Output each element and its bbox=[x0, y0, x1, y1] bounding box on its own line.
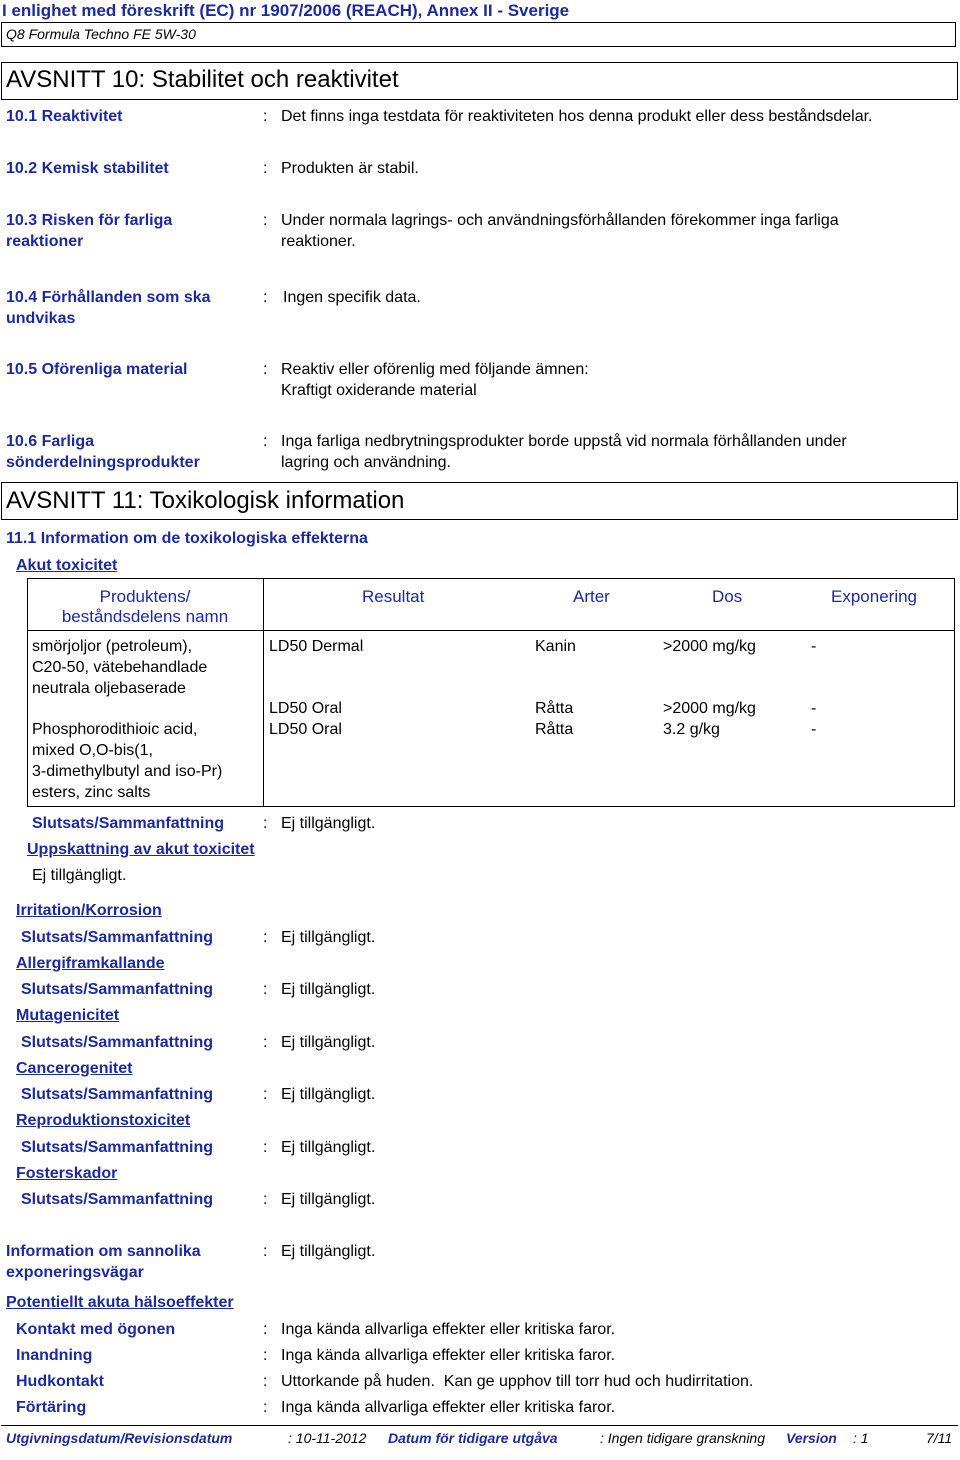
colon: : bbox=[263, 1399, 268, 1416]
version-label: Version bbox=[786, 1430, 837, 1446]
category-heading: Irritation/Korrosion bbox=[16, 902, 162, 919]
table-species: Kanin bbox=[535, 638, 576, 655]
table-dose: 3.2 g/kg bbox=[663, 721, 720, 738]
colon: : bbox=[263, 1321, 268, 1338]
table-product-line: 3-dimethylbutyl and iso-Pr) bbox=[32, 763, 223, 780]
effect-value: Inga kända allvarliga effekter eller kritiska faror. bbox=[281, 1399, 616, 1416]
table-result: LD50 Oral bbox=[269, 700, 342, 717]
category-heading: Cancerogenitet bbox=[16, 1060, 133, 1077]
version-value: : 1 bbox=[853, 1430, 869, 1446]
colon: : bbox=[263, 108, 268, 125]
colon: : bbox=[263, 1243, 268, 1260]
conclusion-label: Slutsats/Sammanfattning bbox=[21, 1034, 214, 1051]
table-dose: >2000 mg/kg bbox=[663, 700, 756, 717]
category-heading: Fosterskador bbox=[16, 1165, 118, 1182]
table-header-dose: Dos bbox=[712, 587, 743, 606]
conditions-to-avoid-label-2: undvikas bbox=[6, 310, 76, 327]
acute-toxicity-estimate-value: Ej tillgängligt. bbox=[32, 867, 127, 884]
conclusion-value: Ej tillgängligt. bbox=[281, 1191, 376, 1208]
decomposition-products-label-1: 10.6 Farliga bbox=[6, 433, 95, 450]
chemical-stability-label: 10.2 Kemisk stabilitet bbox=[6, 160, 169, 177]
table-product-line: esters, zinc salts bbox=[32, 784, 151, 801]
table-species: Råtta bbox=[535, 700, 574, 717]
table-exposure: - bbox=[811, 638, 817, 655]
table-result: LD50 Dermal bbox=[269, 638, 364, 655]
conclusion-label: Slutsats/Sammanfattning bbox=[21, 929, 214, 946]
colon: : bbox=[263, 1191, 268, 1208]
hazardous-reactions-value-1: Under normala lagrings- och användningsförhållanden förekommer inga farliga bbox=[281, 212, 839, 229]
reactivity-label: 10.1 Reaktivitet bbox=[6, 108, 123, 125]
table-product-line: mixed O,O-bis(1, bbox=[32, 742, 153, 759]
table-header-divider bbox=[27, 630, 955, 631]
category-heading: Mutagenicitet bbox=[16, 1007, 120, 1024]
conclusion-value: Ej tillgängligt. bbox=[281, 1086, 376, 1103]
decomposition-products-value-2: lagring och användning. bbox=[281, 454, 451, 471]
table-header-product-2: beståndsdelens namn bbox=[61, 607, 229, 626]
table-product-line: neutrala oljebaserade bbox=[32, 680, 186, 697]
colon: : bbox=[263, 981, 268, 998]
conclusion-label: Slutsats/Sammanfattning bbox=[21, 1086, 214, 1103]
table-header-exposure: Exponering bbox=[831, 587, 918, 606]
colon: : bbox=[263, 929, 268, 946]
conclusion-label: Slutsats/Sammanfattning bbox=[32, 815, 225, 832]
conclusion-label: Slutsats/Sammanfattning bbox=[21, 981, 214, 998]
acute-health-effects-heading: Potentiellt akuta hälsoeffekter bbox=[6, 1294, 234, 1311]
effect-value: Inga kända allvarliga effekter eller kritiska faror. bbox=[281, 1321, 616, 1338]
table-header-species: Arter bbox=[573, 587, 610, 606]
table-dose: >2000 mg/kg bbox=[663, 638, 756, 655]
conclusion-label: Slutsats/Sammanfattning bbox=[21, 1191, 214, 1208]
hazardous-reactions-label-2: reaktioner bbox=[6, 233, 84, 250]
colon: : bbox=[263, 212, 268, 229]
incompatible-materials-value-1: Reaktiv eller oförenlig med följande ämnen: bbox=[281, 361, 589, 378]
conclusion-value: Ej tillgängligt. bbox=[281, 1139, 376, 1156]
exposure-routes-label-2: exponeringsvägar bbox=[6, 1264, 144, 1281]
colon: : bbox=[263, 1086, 268, 1103]
conclusion-value: Ej tillgängligt. bbox=[281, 1034, 376, 1051]
table-product-line: C20-50, vätebehandlade bbox=[32, 659, 208, 676]
table-product-line: Phosphorodithioic acid, bbox=[32, 721, 198, 738]
conclusion-value: Ej tillgängligt. bbox=[281, 929, 376, 946]
section-11-title: AVSNITT 11: Toxikologisk information bbox=[6, 487, 405, 514]
issue-date-value: : 10-11-2012 bbox=[288, 1430, 367, 1446]
document-header-title: I enlighet med föreskrift (EC) nr 1907/2006 (REACH), Annex II - Sverige bbox=[2, 1, 570, 20]
colon: : bbox=[263, 815, 268, 832]
hazardous-reactions-value-2: reaktioner. bbox=[281, 233, 356, 250]
exposure-routes-value: Ej tillgängligt. bbox=[281, 1243, 376, 1260]
effect-label: Inandning bbox=[16, 1347, 93, 1364]
conclusion-value: Ej tillgängligt. bbox=[281, 981, 376, 998]
acute-toxicity-heading: Akut toxicitet bbox=[16, 557, 118, 574]
colon: : bbox=[263, 1139, 268, 1156]
reactivity-value: Det finns inga testdata för reaktiviteten hos denna produkt eller dess beståndsdelar. bbox=[281, 108, 873, 125]
conclusion-value: Ej tillgängligt. bbox=[281, 815, 376, 832]
table-column-divider bbox=[263, 578, 264, 807]
hazardous-reactions-label-1: 10.3 Risken för farliga bbox=[6, 212, 173, 229]
table-result: LD50 Oral bbox=[269, 721, 342, 738]
previous-date-value: : Ingen tidigare granskning bbox=[600, 1430, 765, 1446]
category-heading: Reproduktionstoxicitet bbox=[16, 1112, 191, 1129]
colon: : bbox=[263, 1347, 268, 1364]
acute-toxicity-estimate-heading: Uppskattning av akut toxicitet bbox=[27, 841, 255, 858]
table-header-product-1: Produktens/ bbox=[99, 587, 191, 606]
conditions-to-avoid-value: Ingen specifik data. bbox=[283, 289, 421, 306]
effect-value: Uttorkande på huden. Kan ge upphov till torr hud och hudirritation. bbox=[281, 1373, 754, 1390]
table-exposure: - bbox=[811, 721, 817, 738]
category-heading: Allergiframkallande bbox=[16, 955, 165, 972]
effect-label: Kontakt med ögonen bbox=[16, 1321, 176, 1338]
colon: : bbox=[263, 160, 268, 177]
table-header-result: Resultat bbox=[362, 587, 425, 606]
page-number: 7/11 bbox=[926, 1430, 953, 1446]
effect-label: Förtäring bbox=[16, 1399, 87, 1416]
incompatible-materials-label: 10.5 Oförenliga material bbox=[6, 361, 188, 378]
exposure-routes-label-1: Information om sannolika bbox=[6, 1243, 201, 1260]
conclusion-label: Slutsats/Sammanfattning bbox=[21, 1139, 214, 1156]
conditions-to-avoid-label-1: 10.4 Förhållanden som ska bbox=[6, 289, 211, 306]
colon: : bbox=[263, 1034, 268, 1051]
colon: : bbox=[263, 289, 268, 306]
product-name: Q8 Formula Techno FE 5W-30 bbox=[6, 26, 196, 42]
effect-label: Hudkontakt bbox=[16, 1373, 104, 1390]
toxicological-effects-subtitle: 11.1 Information om de toxikologiska effekterna bbox=[6, 530, 368, 547]
section-10-title: AVSNITT 10: Stabilitet och reaktivitet bbox=[6, 66, 399, 93]
colon: : bbox=[263, 361, 268, 378]
footer-divider bbox=[1, 1425, 958, 1426]
table-exposure: - bbox=[811, 700, 817, 717]
issue-date-label: Utgivningsdatum/Revisionsdatum bbox=[6, 1430, 233, 1446]
table-species: Råtta bbox=[535, 721, 574, 738]
colon: : bbox=[263, 433, 268, 450]
decomposition-products-value-1: Inga farliga nedbrytningsprodukter borde uppstå vid normala förhållanden under bbox=[281, 433, 847, 450]
incompatible-materials-value-2: Kraftigt oxiderande material bbox=[281, 382, 477, 399]
chemical-stability-value: Produkten är stabil. bbox=[281, 160, 419, 177]
previous-date-label: Datum för tidigare utgåva bbox=[388, 1430, 558, 1446]
effect-value: Inga kända allvarliga effekter eller kritiska faror. bbox=[281, 1347, 616, 1364]
decomposition-products-label-2: sönderdelningsprodukter bbox=[6, 454, 200, 471]
table-product-line: smörjoljor (petroleum), bbox=[32, 638, 193, 655]
colon: : bbox=[263, 1373, 268, 1390]
